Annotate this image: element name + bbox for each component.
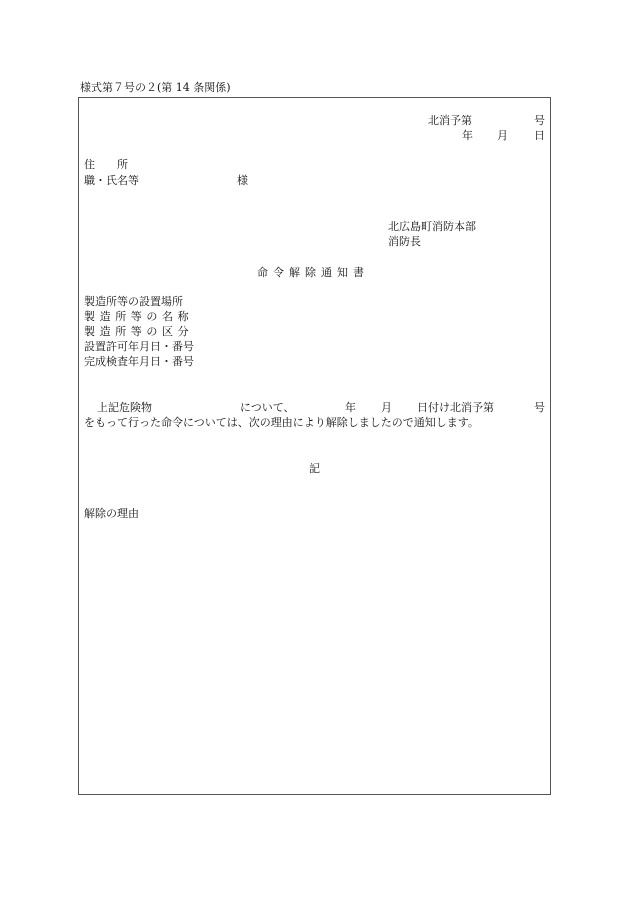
body-text-hazardous-material: 上記危険物	[97, 401, 152, 414]
facility-location-label: 製造所等の設置場所	[84, 295, 183, 308]
sender-organization: 北広島町消防本部	[388, 220, 476, 233]
notice-form-frame	[78, 97, 551, 795]
date-month-label: 月	[497, 129, 508, 142]
date-year-label: 年	[462, 129, 473, 142]
facility-name-label: 製造所等の名称	[84, 310, 194, 323]
sender-title: 消防長	[388, 235, 421, 248]
form-number-label: 様式第７号の２(第 14 条関係)	[80, 81, 231, 94]
body-text-number-suffix: 号	[534, 401, 545, 414]
cancellation-reason-label: 解除の理由	[84, 507, 139, 520]
document-number-suffix: 号	[534, 114, 545, 127]
recipient-name-label: 職・氏名等	[84, 174, 139, 187]
body-text-dated-reference: 日付け北消予第	[417, 401, 494, 414]
body-text-regarding: について、	[240, 401, 295, 414]
body-text-line2: をもって行った命令については、次の理由により解除しましたので通知します。	[84, 416, 479, 429]
completion-inspection-label: 完成検査年月日・番号	[84, 355, 194, 368]
body-text-month: 月	[381, 401, 392, 414]
document-number-prefix: 北消予第	[428, 114, 472, 127]
ki-marker: 記	[309, 462, 320, 475]
body-text-year: 年	[345, 401, 356, 414]
installation-permit-label: 設置許可年月日・番号	[84, 340, 194, 353]
recipient-address-label: 住 所	[84, 158, 128, 171]
recipient-honorific: 様	[237, 174, 248, 187]
document-title: 命令解除通知書	[257, 266, 369, 279]
date-day-label: 日	[534, 129, 545, 142]
facility-category-label: 製造所等の区分	[84, 325, 194, 338]
